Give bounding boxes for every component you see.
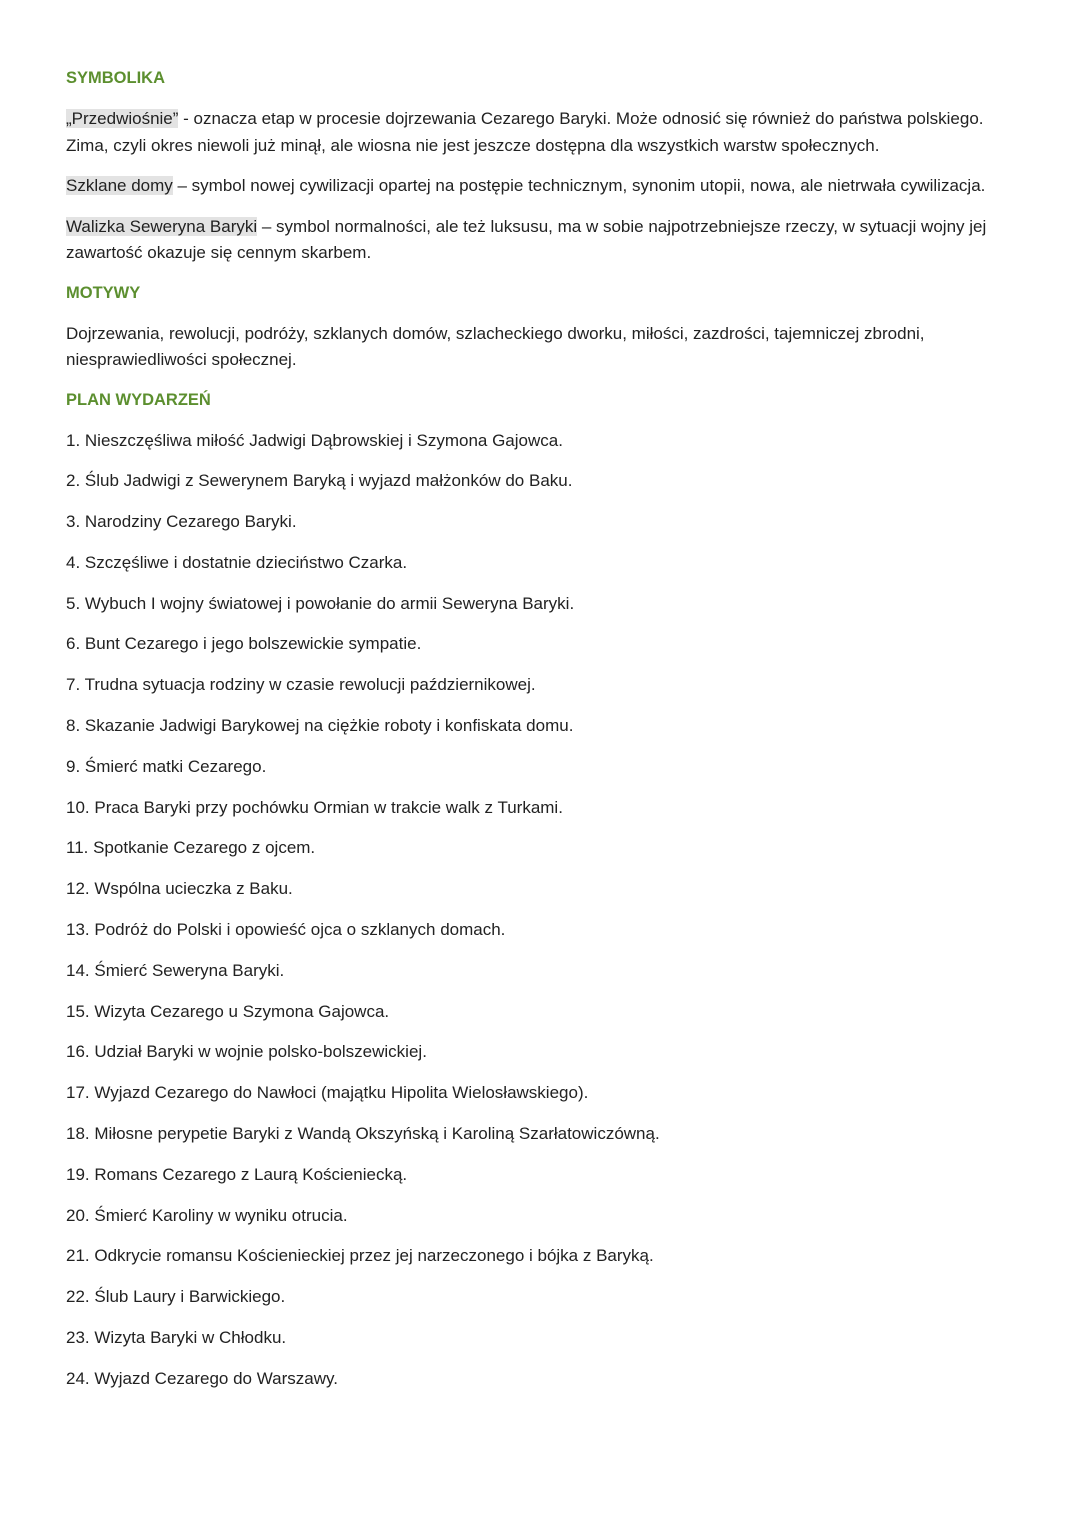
- plan-item: 13. Podróż do Polski i opowieść ojca o szklanych domach.: [66, 920, 506, 940]
- plan-item: 5. Wybuch I wojny światowej i powołanie do armii Seweryna Baryki.: [66, 593, 575, 613]
- plan-item: 20. Śmierć Karoliny w wyniku otrucia.: [66, 1205, 348, 1225]
- symbol-entry-szklane-domy: [66, 173, 1006, 200]
- plan-item: 3. Narodziny Cezarego Baryki.: [66, 512, 297, 532]
- plan-item: 21. Odkrycie romansu Kościenieckiej przez jej narzeczonego i bójka z Baryką.: [66, 1246, 654, 1266]
- section-heading-motywy: MOTYWY: [66, 283, 141, 302]
- plan-item: 12. Wspólna ucieczka z Baku.: [66, 879, 293, 899]
- plan-item: 4. Szczęśliwe i dostatnie dzieciństwo Czarka.: [66, 552, 408, 572]
- plan-item: 23. Wizyta Baryki w Chłodku.: [66, 1328, 287, 1348]
- section-heading-symbolika: SYMBOLIKA: [66, 69, 165, 87]
- symbol-term: „Przedwiośnie”: [66, 109, 179, 128]
- plan-item: 6. Bunt Cezarego i jego bolszewickie sympatie.: [66, 634, 422, 654]
- symbol-description: - oznacza etap w procesie dojrzewania Cezarego Baryki. Może odnosić się również do państwa polskiego. Zima, czyli okres niewoli już minął, ale wiosna nie jest jeszcze dostępna dla wszystkich warstw społecznych.: [66, 109, 984, 155]
- symbol-term: Szklane domy: [66, 176, 173, 195]
- plan-item: 14. Śmierć Seweryna Baryki.: [66, 960, 285, 980]
- plan-item: 7. Trudna sytuacja rodziny w czasie rewolucji październikowej.: [66, 675, 536, 695]
- plan-item: 8. Skazanie Jadwigi Barykowej na ciężkie roboty i konfiskata domu.: [66, 716, 574, 736]
- plan-item: 10. Praca Baryki przy pochówku Ormian w trakcie walk z Turkami.: [66, 797, 563, 817]
- plan-item: 17. Wyjazd Cezarego do Nawłoci (majątku Hipolita Wielosławskiego).: [66, 1083, 589, 1103]
- plan-item: 24. Wyjazd Cezarego do Warszawy.: [66, 1368, 338, 1388]
- plan-item: 22. Ślub Laury i Barwickiego.: [66, 1287, 286, 1307]
- plan-item: 15. Wizyta Cezarego u Szymona Gajowca.: [66, 1001, 390, 1021]
- plan-list: [66, 428, 1006, 1407]
- plan-item: 19. Romans Cezarego z Laurą Kościeniecką.: [66, 1164, 408, 1184]
- symbol-entry-przedwiosnie: [66, 106, 1006, 159]
- symbol-entry-walizka: [66, 214, 1006, 267]
- plan-item: 18. Miłosne perypetie Baryki z Wandą Okszyńską i Karoliną Szarłatowiczówną.: [66, 1124, 660, 1144]
- motywy-text: Dojrzewania, rewolucji, podróży, szklanych domów, szlacheckiego dworku, miłości, zazdrości, tajemniczej zbrodni, niesprawiedliwości społecznej.: [66, 323, 925, 369]
- plan-item: 9. Śmierć matki Cezarego.: [66, 756, 267, 776]
- symbol-term: Walizka Seweryna Baryki: [66, 216, 258, 236]
- document-page: [66, 66, 1006, 1407]
- plan-item: 16. Udział Baryki w wojnie polsko-bolszewickiej.: [66, 1042, 427, 1062]
- plan-item: 2. Ślub Jadwigi z Sewerynem Baryką i wyjazd małżonków do Baku.: [66, 471, 573, 491]
- section-heading-plan: PLAN WYDARZEŃ: [66, 390, 211, 409]
- plan-item: 1. Nieszczęśliwa miłość Jadwigi Dąbrowskiej i Szymona Gajowca.: [66, 430, 563, 450]
- symbol-description: – symbol nowej cywilizacji opartej na postępie technicznym, synonim utopii, nowa, ale nietrwała cywilizacja.: [172, 176, 986, 195]
- symbol-description: – symbol normalności, ale też luksusu, ma w sobie najpotrzebniejsze rzeczy, w sytuacji wojny jej zawartość okazuje się cennym skarbem.: [66, 216, 987, 262]
- plan-item: 11. Spotkanie Cezarego z ojcem.: [66, 838, 316, 858]
